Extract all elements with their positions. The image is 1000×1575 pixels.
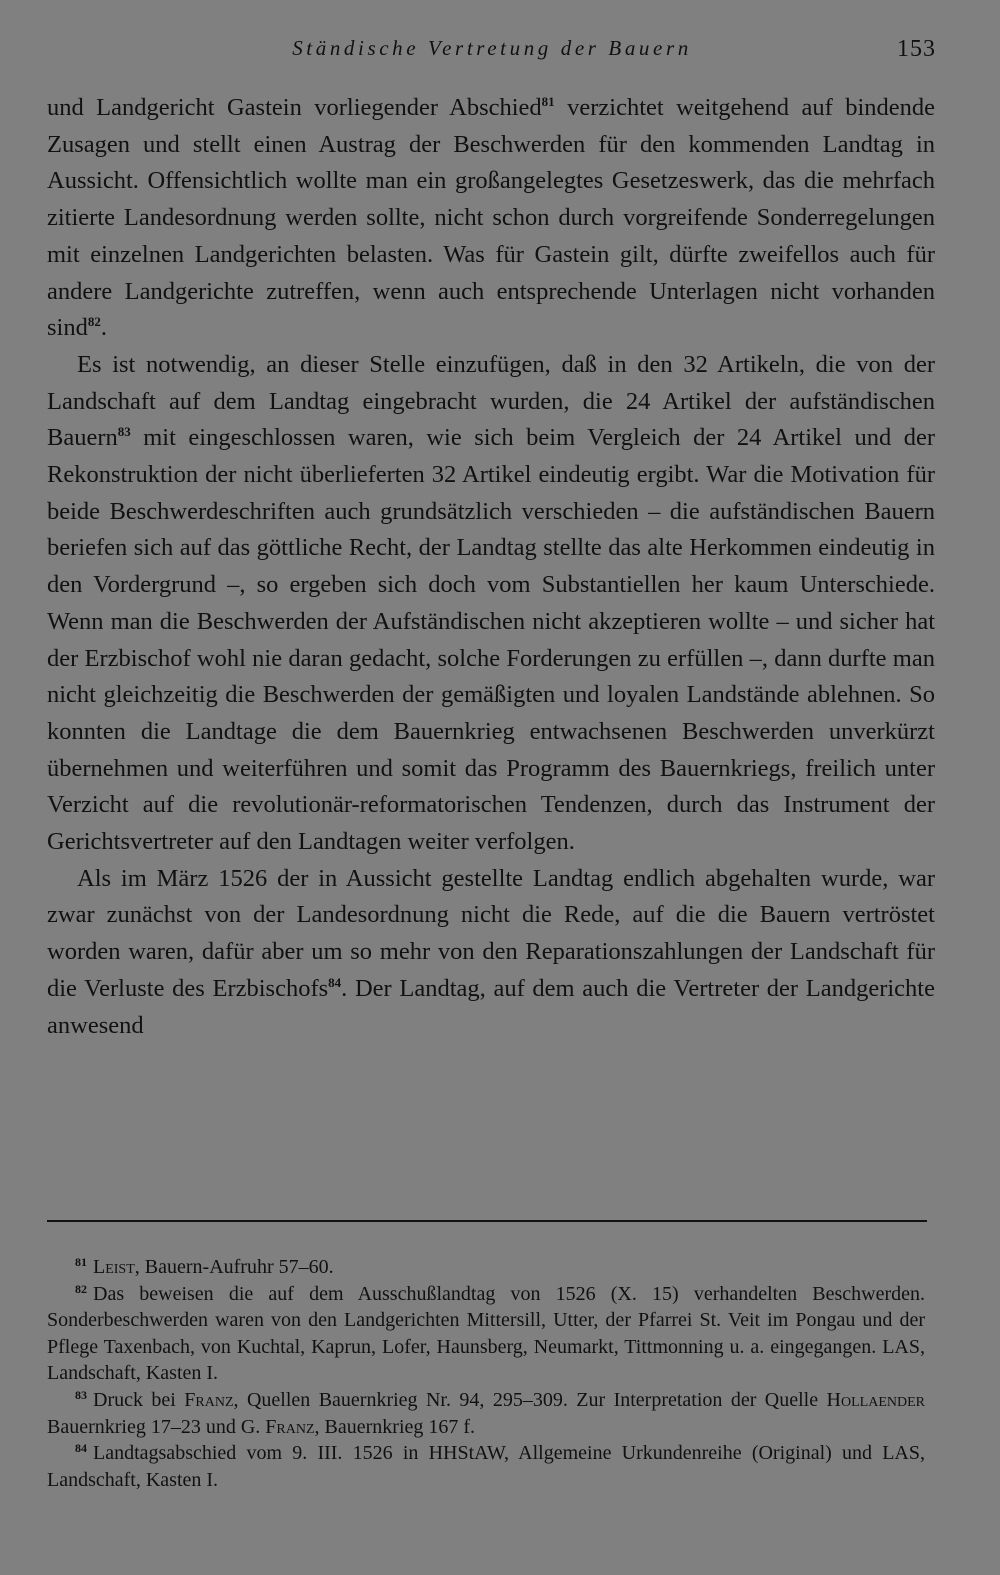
paragraph-2-text-2: mit eingeschlossen waren, wie sich beim Vergleich der 24 Artikel und der Rekonstruktion der nicht überlieferten 32 Artikel eindeutig ergibt. War die Motivation für beide Beschwerdeschriften auch grundsätzlich verschieden – die aufständischen Bauern beriefen sich auf das göttliche Recht, der Landtag stellte das alte Herkommen eindeutig in den Vordergrund –, so ergeben sich doch vom Substantiellen her kaum Unterschiede. Wenn man die Beschwerden der Aufständischen nicht akzeptieren wollte – und sicher hat der Erzbischof wohl nie daran gedacht, solche Forderungen zu erfüllen –, dann durfte man nicht gleichzeitig die Beschwerden der gemäßigten und loyalen Landstände ablehnen. So konnten die Landtage die dem Bauernkrieg entwachsenen Beschwerden unverkürzt übernehmen und weiterführen und somit das Programm des Bauernkriegs, freilich unter Verzicht auf die revolutionär-reformatorischen Tendenzen, durch das Instrument der Gerichtsvertreter auf den Landtagen weiter verfolgen. (47, 424, 935, 856)
footnote-text: Das beweisen die auf dem Ausschußlandtag von 1526 (X. 15) verhandelten Beschwerden. Sonderbeschwerden waren von den Landgerichten Mittersill, Utter, der Pfarrei St. Veit im Pongau und der Pflege Taxenbach, von Kuchtal, Kaprun, Lofer, Haunsberg, Neumarkt, Tittmonning u. a. eingegangen. LAS, Landschaft, Kasten I. (47, 1282, 925, 1385)
footnote-text: Druck bei (93, 1388, 185, 1411)
footnote-separator (47, 1220, 927, 1222)
footnote-text: Landtagsabschied vom 9. III. 1526 in HHStAW, Allgemeine Urkundenreihe (Original) und LAS, Landschaft, Kasten I. (47, 1442, 925, 1491)
paragraph-3-text-1: Als im März 1526 der in Aussicht gestellte Landtag endlich abgehalten wurde, war zwar zunächst von der Landesordnung nicht die Rede, auf die die Bauern vertröstet worden waren, dafür aber um so mehr von den Reparationszahlungen der Landschaft für die Verluste des Erzbischofs (47, 864, 935, 1002)
author-name: Franz (184, 1388, 234, 1411)
footnote-ref-83: 83 (117, 424, 131, 440)
footnote-text: , Bauern-Aufruhr 57–60. (134, 1256, 334, 1278)
paragraph-1 (47, 90, 935, 347)
footnote-82 (47, 1281, 925, 1387)
footnote-83 (47, 1387, 925, 1440)
paragraph-3 (47, 861, 935, 1045)
paragraph-1-text-2: verzichtet weitgehend auf bindende Zusagen und stellt einen Austrag der Beschwerden für den kommenden Landtag in Aussicht. Offensichtlich wollte man ein großangelegtes Gesetzeswerk, das die mehrfach zitierte Landesordnung werden sollte, nicht schon durch vorgreifende Sonderregelungen mit einzelnen Landgerichten belasten. Was für Gastein gilt, dürfte zweifellos auch für andere Landgerichte zutreffen, wenn auch entsprechende Unterlagen nicht vorhanden sind (47, 94, 935, 342)
author-name: Hollaender (826, 1388, 925, 1411)
footnote-ref-84: 84 (328, 974, 342, 990)
paragraph-1-text-3: . (100, 314, 107, 342)
footnote-ref-82: 82 (87, 314, 101, 330)
author-name: Franz (265, 1415, 315, 1438)
main-text (47, 90, 935, 1044)
footnote-number: 82 (75, 1281, 87, 1296)
paragraph-2 (47, 347, 935, 861)
page-number: 153 (897, 36, 936, 62)
paragraph-2-text-1: Es ist notwendig, an dieser Stelle einzufügen, daß in den 32 Artikeln, die von der Landschaft auf dem Landtag eingebracht wurden, die 24 Artikel der aufständischen Bauern (47, 350, 935, 452)
footnote-ref-81: 81 (541, 94, 555, 109)
footnote-number: 83 (75, 1387, 87, 1402)
footnote-number: 84 (75, 1441, 87, 1456)
paragraph-1-text-1: und Landgericht Gastein vorliegender Abschied (47, 94, 542, 121)
footnote-text: , Bauernkrieg 167 f. (314, 1415, 476, 1438)
footnotes (47, 1254, 925, 1493)
running-title: Ständische Vertretung der Bauern (292, 36, 692, 60)
paragraph-3-text-2: . Der Landtag, auf dem auch die Vertreter der Landgerichte anwesend (47, 974, 935, 1039)
author-name: Leist (93, 1256, 135, 1278)
running-head (48, 34, 936, 68)
footnote-81 (47, 1254, 925, 1281)
footnote-number: 81 (75, 1255, 87, 1269)
footnote-text: , Quellen Bauernkrieg Nr. 94, 295–309. Zur Interpretation der Quelle (233, 1388, 827, 1411)
footnote-84 (47, 1440, 925, 1493)
footnote-text: Bauernkrieg 17–23 und G. (47, 1415, 266, 1438)
